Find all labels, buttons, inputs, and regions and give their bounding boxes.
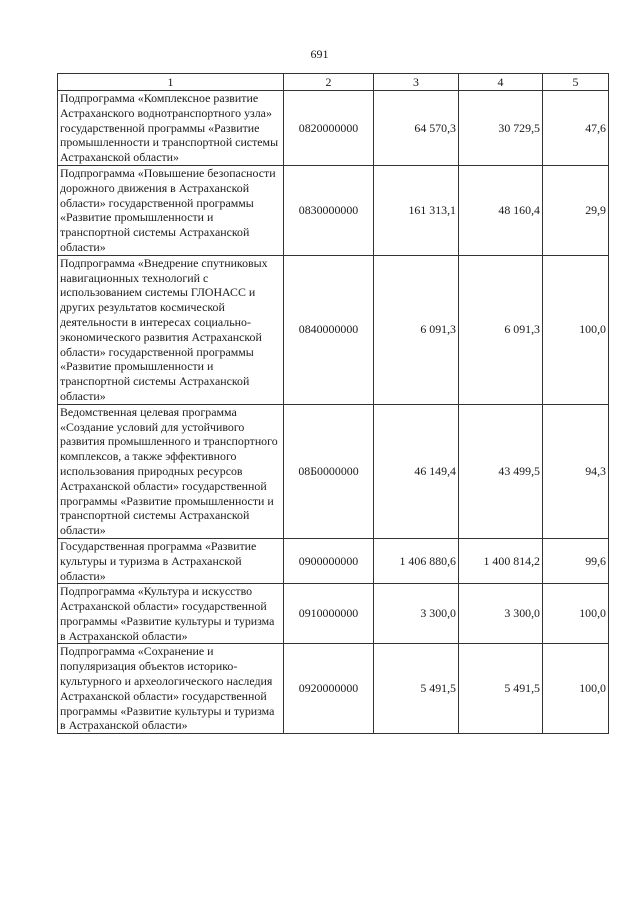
planned-amount: 161 313,1 xyxy=(374,165,459,255)
table-row xyxy=(58,404,609,538)
planned-amount: 46 149,4 xyxy=(374,404,459,538)
table-row xyxy=(58,584,609,644)
program-code: 0900000000 xyxy=(284,538,374,583)
table-row xyxy=(58,165,609,255)
actual-amount: 1 400 814,2 xyxy=(459,538,543,583)
program-name: Ведомственная целевая программа «Создание условий для устойчивого развития промышленного и транспортного комплексов, а также эффективного использования природных ресурсов Астраханской области» государственной программы «Развитие промышленности и транспортной системы Астраханской области» xyxy=(58,404,284,538)
planned-amount: 64 570,3 xyxy=(374,91,459,166)
column-header-3: 3 xyxy=(374,74,459,91)
program-code: 0830000000 xyxy=(284,165,374,255)
page-number: 691 xyxy=(310,47,329,61)
program-code: 0820000000 xyxy=(284,91,374,166)
execution-percent: 100,0 xyxy=(543,644,609,734)
column-header-2: 2 xyxy=(284,74,374,91)
execution-percent: 100,0 xyxy=(543,584,609,644)
planned-amount: 1 406 880,6 xyxy=(374,538,459,583)
column-header-5: 5 xyxy=(543,74,609,91)
program-code: 08Б0000000 xyxy=(284,404,374,538)
actual-amount: 43 499,5 xyxy=(459,404,543,538)
execution-percent: 47,6 xyxy=(543,91,609,166)
execution-percent: 99,6 xyxy=(543,538,609,583)
program-name: Подпрограмма «Внедрение спутниковых навигационных технологий с использованием системы ГЛОНАСС и других результатов космической деятельности в интересах социально-экономического развития Астраханской области» государственной программы «Развитие промышленности и транспортной системы Астраханской области» xyxy=(58,255,284,404)
table-row xyxy=(58,91,609,166)
program-code: 0840000000 xyxy=(284,255,374,404)
planned-amount: 5 491,5 xyxy=(374,644,459,734)
budget-table xyxy=(57,73,609,734)
program-name: Подпрограмма «Комплексное развитие Астраханского воднотранспортного узла» государственной программы «Развитие промышленности и транспортной системы Астраханской области» xyxy=(58,91,284,166)
actual-amount: 30 729,5 xyxy=(459,91,543,166)
planned-amount: 3 300,0 xyxy=(374,584,459,644)
program-name: Подпрограмма «Сохранение и популяризация объектов историко-культурного и археологического наследия Астраханской области» государственной программы «Развитие культуры и туризма в Астраханской области» xyxy=(58,644,284,734)
table-row xyxy=(58,538,609,583)
table-row xyxy=(58,644,609,734)
column-header-1: 1 xyxy=(58,74,284,91)
program-code: 0910000000 xyxy=(284,584,374,644)
program-code: 0920000000 xyxy=(284,644,374,734)
program-name: Государственная программа «Развитие культуры и туризма в Астраханской области» xyxy=(58,538,284,583)
table-header-row xyxy=(58,74,609,91)
program-name: Подпрограмма «Повышение безопасности дорожного движения в Астраханской области» государственной программы «Развитие промышленности и транспортной системы Астраханской области» xyxy=(58,165,284,255)
execution-percent: 100,0 xyxy=(543,255,609,404)
planned-amount: 6 091,3 xyxy=(374,255,459,404)
program-name: Подпрограмма «Культура и искусство Астраханской области» государственной программы «Развитие культуры и туризма в Астраханской области» xyxy=(58,584,284,644)
actual-amount: 3 300,0 xyxy=(459,584,543,644)
execution-percent: 29,9 xyxy=(543,165,609,255)
actual-amount: 5 491,5 xyxy=(459,644,543,734)
actual-amount: 6 091,3 xyxy=(459,255,543,404)
actual-amount: 48 160,4 xyxy=(459,165,543,255)
execution-percent: 94,3 xyxy=(543,404,609,538)
table-row xyxy=(58,255,609,404)
column-header-4: 4 xyxy=(459,74,543,91)
